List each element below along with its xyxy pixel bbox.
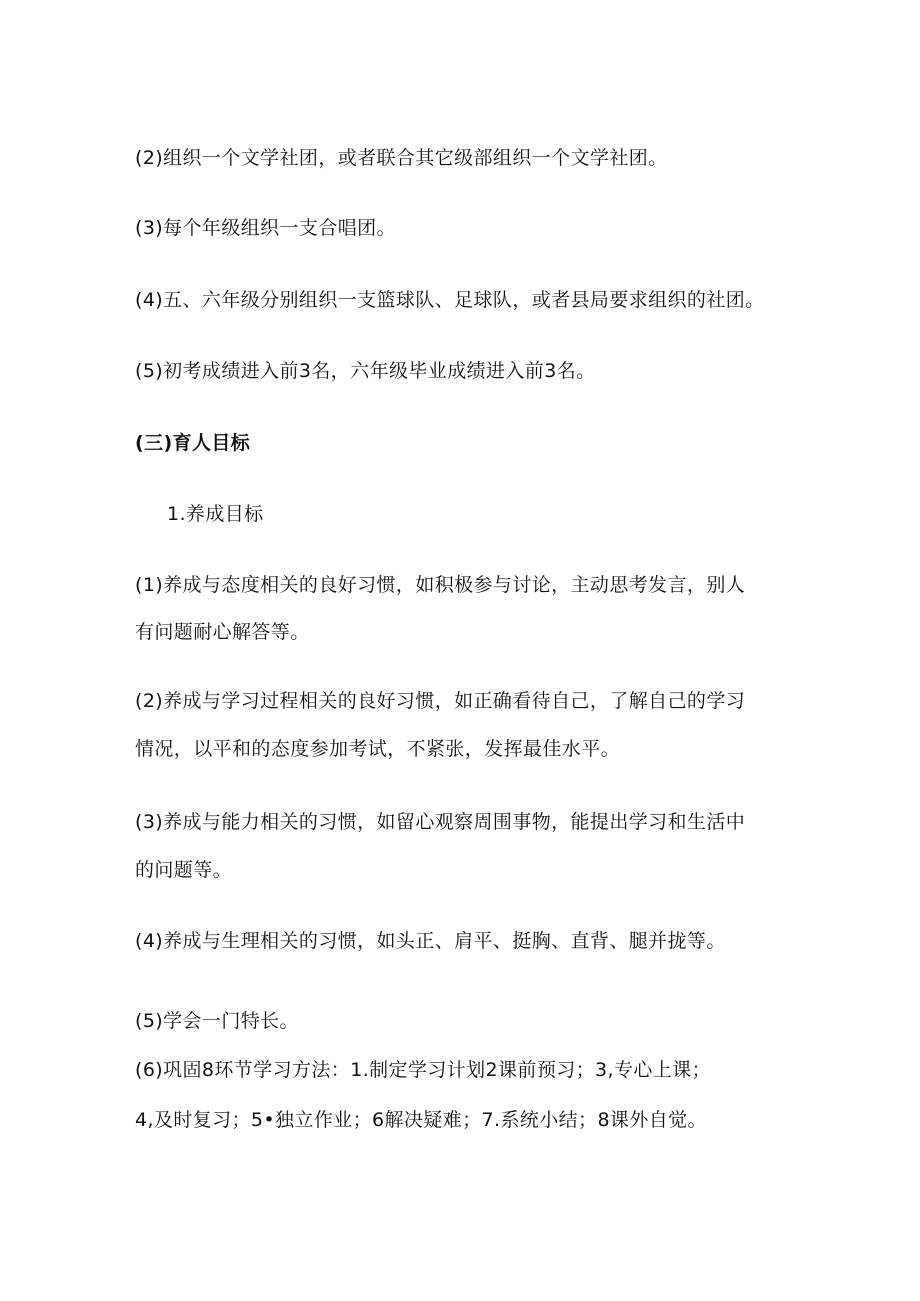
subheading-habit-goals: 1.养成目标: [167, 503, 264, 525]
habit-item-2-line-2: 情况，以平和的态度参加考试，不紧张，发挥最佳水平。: [135, 738, 621, 760]
habit-item-1-line-2: 有问题耐心解答等。: [135, 621, 310, 643]
goal-item-3-choir: (3)每个年级组织一支合唱团。: [135, 217, 396, 239]
habit-item-6-line-1: (6)巩固8环节学习方法：1.制定学习计划2课前预习；3,专心上课；: [135, 1059, 711, 1081]
habit-item-6-line-2: 4,及时复习；5•独立作业；6解决疑难；7.系统小结；8课外自觉。: [135, 1109, 707, 1131]
goal-item-2-literary-club: (2)组织一个文学社团，或者联合其它级部组织一个文学社团。: [135, 147, 668, 169]
habit-item-4: (4)养成与生理相关的习惯，如头正、肩平、挺胸、直背、腿并拢等。: [135, 930, 726, 952]
goal-item-4-sports-teams: (4)五、六年级分别组织一支篮球队、足球队，或者县局要求组织的社团。: [135, 289, 765, 311]
goal-item-5-exam-ranking: (5)初考成绩进入前3名，六年级毕业成绩进入前3名。: [135, 360, 596, 382]
habit-item-3-line-1: (3)养成与能力相关的习惯，如留心观察周围事物，能提出学习和生活中: [135, 811, 746, 833]
habit-item-2-line-1: (2)养成与学习过程相关的良好习惯，如正确看待自己，了解自己的学习: [135, 690, 746, 712]
habit-item-1-line-1: (1)养成与态度相关的良好习惯，如积极参与讨论，主动思考发言，别人: [135, 574, 746, 596]
habit-item-5: (5)学会一门特长。: [135, 1010, 299, 1032]
section-heading-education-goals: (三)育人目标: [135, 432, 251, 454]
habit-item-3-line-2: 的问题等。: [135, 859, 233, 881]
